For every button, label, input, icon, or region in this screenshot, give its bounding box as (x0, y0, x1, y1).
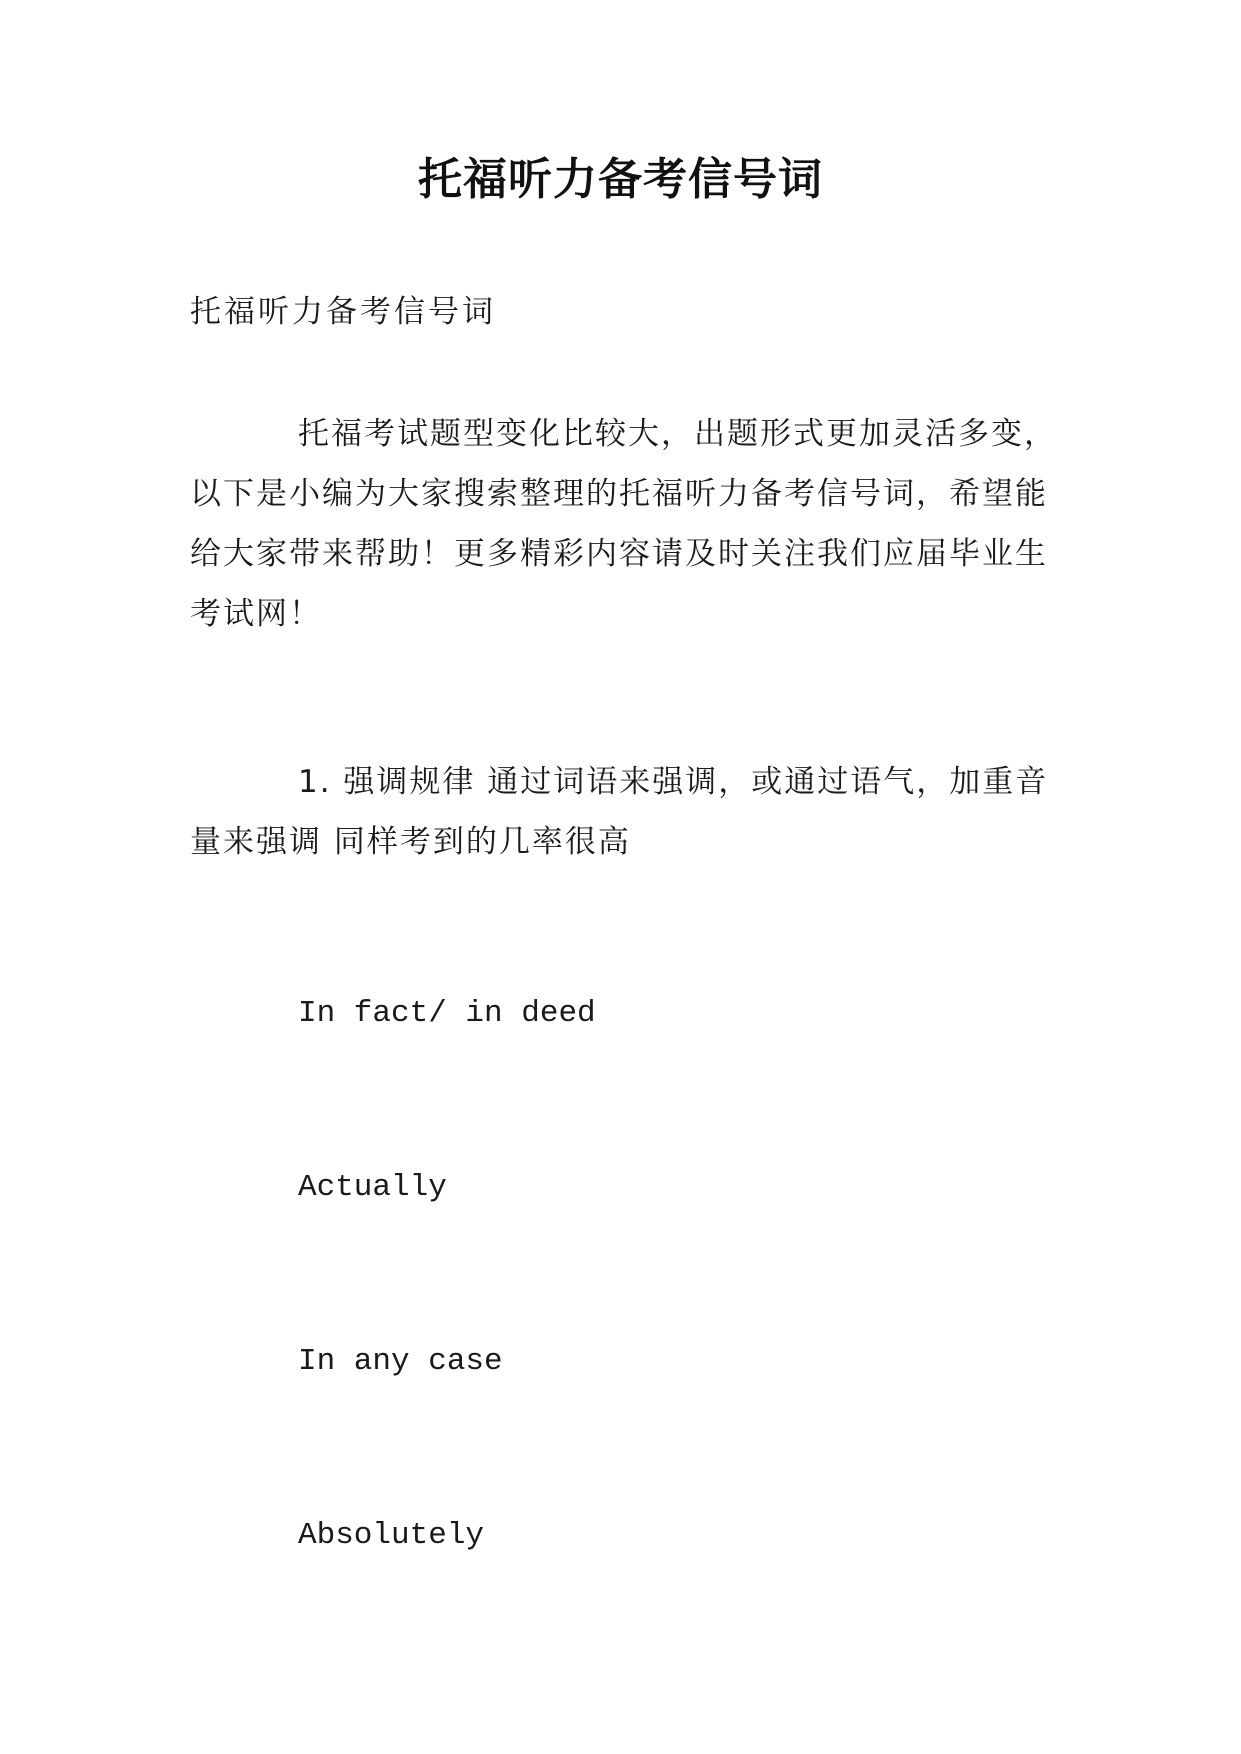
intro-paragraph: 托福考试题型变化比较大，出题形式更加灵活多变，以下是小编为大家搜索整理的托福听力备考信号词，希望能给大家带来帮助！更多精彩内容请及时关注我们应届毕业生考试网！ (190, 416, 1057, 632)
signal-word-item: Absolutely (298, 1518, 485, 1553)
document-title: 托福听力备考信号词 (418, 154, 823, 205)
signal-word-item: Actually (298, 1170, 447, 1205)
rule-paragraph-1: 1. 强调规律 通过词语来强调，或通过语气，加重音量来强调 同样考到的几率很高 (190, 764, 1049, 860)
document-subtitle: 托福听力备考信号词 (190, 294, 496, 330)
signal-word-item: In any case (298, 1344, 503, 1379)
signal-word-item: In fact/ in deed (298, 996, 596, 1031)
